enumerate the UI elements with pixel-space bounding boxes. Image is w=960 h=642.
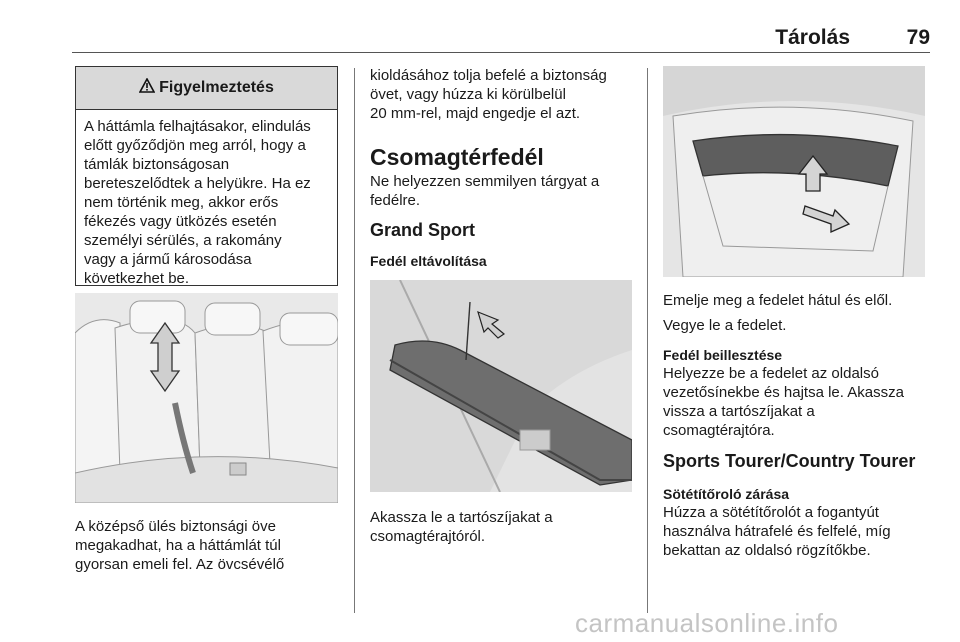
warning-line: előtt győződjön meg arról, hogy a (84, 137, 306, 154)
heading-text (370, 172, 599, 210)
text-line: A középső ülés biztonsági öve (75, 518, 276, 535)
text-line: fedélre. (370, 192, 421, 209)
heading-sports-tourer: Sports Tourer/Country Tourer (663, 451, 916, 471)
warning-line: bereteszelődtek a helyükre. Ha ez (84, 175, 311, 192)
warning-header (76, 67, 337, 110)
header-rule (72, 52, 930, 53)
rear-seat-illustration (75, 293, 338, 503)
intro-text-col2 (370, 66, 607, 123)
text-line: Ne helyezzen semmilyen tárgyat a (370, 173, 600, 190)
para-vegye: Vegye le a fedelet. (663, 317, 787, 334)
warning-box (75, 66, 338, 286)
text-line: használva hátrafelé és felfelé, míg (663, 523, 891, 540)
para-emelje: Emelje meg a fedelet hátul és elől. (663, 292, 893, 309)
subheading-fedel-beillesztese: Fedél beillesztése (663, 347, 783, 363)
text-line: csomagtérajtóról. (370, 528, 486, 545)
page-number: 79 (906, 26, 930, 49)
caption-col2 (370, 508, 553, 546)
subsubheading-fedel-eltavolitasa: Fedél eltávolítása (370, 253, 487, 269)
subheading-sotetitorolo: Sötétítőroló zárása (663, 486, 790, 502)
text-line: övet, vagy húzza ki körülbelül (370, 86, 566, 103)
warning-line: személyi sérülés, a rakomány (84, 232, 282, 249)
warning-line: nem történik meg, akkor erős (84, 194, 279, 211)
text-line: kioldásához tolja befelé a biztonság (370, 67, 607, 84)
text-sotetitorolo (663, 503, 891, 560)
warning-line: vagy a jármű károsodása (84, 251, 252, 268)
cover-removal-illustration (370, 280, 632, 492)
watermark-text: carmanualsonline.info (575, 608, 839, 638)
text-line: bekattan az oldalsó rögzítőkbe. (663, 542, 871, 559)
page-section-title: Tárolás (775, 26, 850, 49)
text-line: vissza a tartószíjakat a (663, 403, 815, 420)
text-line: Akassza le a tartószíjakat a (370, 509, 553, 526)
text-line: vezetősínekbe és hajtsa le. Akassza (663, 384, 904, 401)
warning-text (76, 110, 337, 295)
text-fedel-beillesztese (663, 364, 904, 440)
trunk-cover-illustration (663, 66, 925, 277)
warning-title: Figyelmeztetés (159, 79, 274, 96)
warning-line: A háttámla felhajtásakor, elindulás (84, 118, 311, 135)
text-line: Húzza a sötétítőrolót a fogantyút (663, 504, 879, 521)
subheading-grand-sport: Grand Sport (370, 220, 476, 240)
warning-triangle-icon (139, 78, 155, 98)
warning-line: következhet be. (84, 270, 190, 287)
body-text-col1 (75, 517, 284, 574)
text-line: csomagtérajtóra. (663, 422, 775, 439)
column-divider-2 (647, 68, 648, 613)
text-line: Helyezze be a fedelet az oldalsó (663, 365, 879, 382)
warning-line: támlák biztonságosan (84, 156, 230, 173)
text-line: gyorsan emeli fel. Az övcsévélő (75, 556, 285, 573)
text-line: 20 mm-rel, majd engedje el azt. (370, 105, 581, 122)
column-divider-1 (354, 68, 355, 613)
text-line: megakadhat, ha a háttámlát túl (75, 537, 281, 554)
heading-csomagterfedel: Csomagtérfedél (370, 144, 544, 170)
warning-line: fékezés vagy ütközés esetén (84, 213, 277, 230)
